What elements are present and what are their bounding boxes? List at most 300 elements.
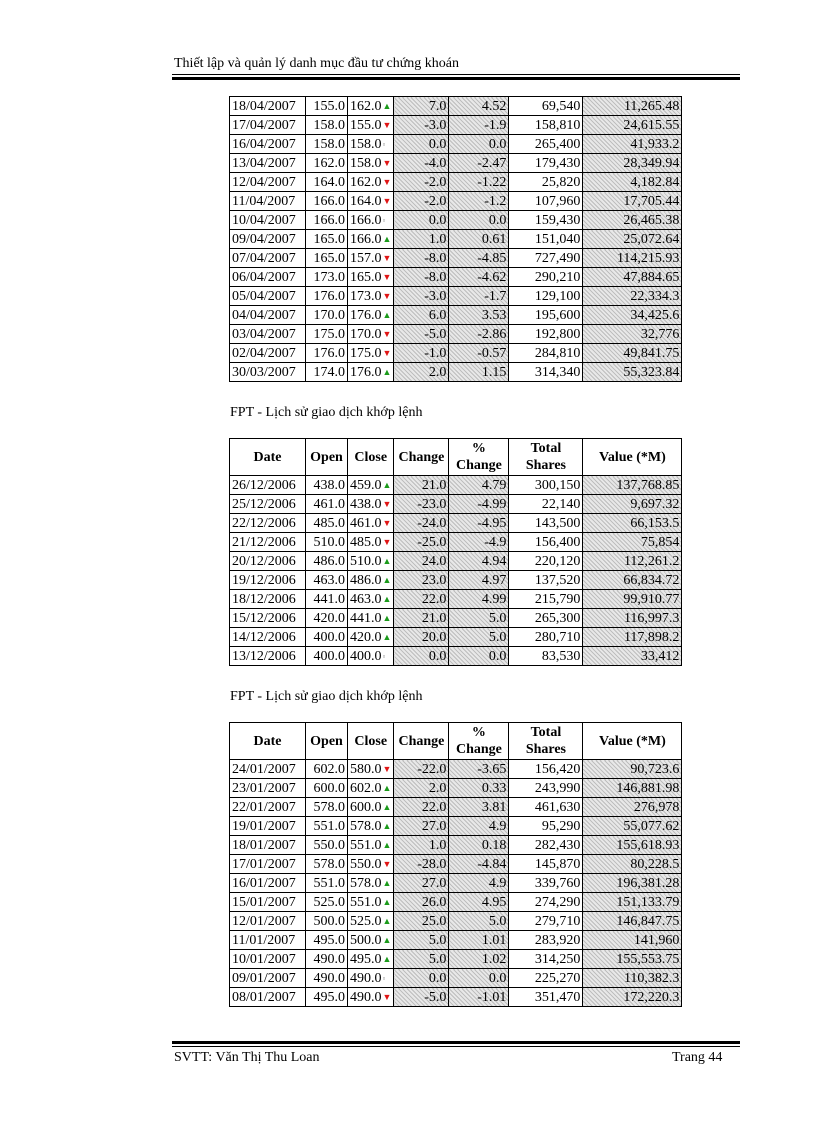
close-cell — [348, 306, 394, 325]
up-arrow-icon: ▲ — [382, 934, 392, 945]
table-row — [230, 476, 682, 495]
close-value: 461.0 — [350, 515, 382, 531]
open-cell: 461.0 — [306, 495, 348, 514]
pct-change-cell: -1.01 — [449, 988, 509, 1007]
open-cell: 400.0 — [306, 628, 348, 647]
close-value: 578.0 — [350, 875, 382, 891]
total-shares-cell: 215,790 — [509, 590, 583, 609]
col-header-value: Value (*M) — [583, 439, 682, 476]
pct-change-cell: -2.86 — [449, 325, 509, 344]
close-value: 165.0 — [350, 269, 382, 285]
value-cell: 33,412 — [583, 647, 682, 666]
price-history-table-december — [229, 438, 682, 666]
table-row — [230, 97, 682, 116]
change-cell: -3.0 — [394, 116, 449, 135]
date-cell: 03/04/2007 — [230, 325, 306, 344]
open-cell: 600.0 — [306, 779, 348, 798]
total-shares-cell: 151,040 — [509, 230, 583, 249]
table-row — [230, 533, 682, 552]
pct-change-cell: -4.9 — [449, 533, 509, 552]
change-cell: 0.0 — [394, 647, 449, 666]
pct-change-cell: -4.99 — [449, 495, 509, 514]
change-cell: -5.0 — [394, 325, 449, 344]
value-cell: 32,776 — [583, 325, 682, 344]
up-arrow-icon: ▲ — [382, 479, 392, 490]
table-caption-december: FPT - Lịch sử giao dịch khớp lệnh — [230, 405, 423, 420]
up-arrow-icon: ▲ — [382, 915, 392, 926]
value-cell: 28,349.94 — [583, 154, 682, 173]
open-cell: 578.0 — [306, 798, 348, 817]
total-shares-cell: 225,270 — [509, 969, 583, 988]
change-cell: -28.0 — [394, 855, 449, 874]
table-row — [230, 855, 682, 874]
col-header-pct-change: % Change — [449, 439, 509, 476]
up-arrow-icon: ▲ — [382, 593, 392, 604]
value-cell: 112,261.2 — [583, 552, 682, 571]
open-cell: 165.0 — [306, 249, 348, 268]
value-cell: 4,182.84 — [583, 173, 682, 192]
close-value: 486.0 — [350, 572, 382, 588]
up-arrow-icon: ▲ — [382, 555, 392, 566]
total-shares-cell: 129,100 — [509, 287, 583, 306]
col-header-close: Close — [348, 723, 394, 760]
date-cell: 19/12/2006 — [230, 571, 306, 590]
date-cell: 10/01/2007 — [230, 950, 306, 969]
close-cell — [348, 817, 394, 836]
pct-change-cell: -3.65 — [449, 760, 509, 779]
change-cell: -5.0 — [394, 988, 449, 1007]
value-cell: 55,077.62 — [583, 817, 682, 836]
col-header-total-shares: Total Shares — [509, 723, 583, 760]
close-cell — [348, 836, 394, 855]
pct-change-cell: 4.94 — [449, 552, 509, 571]
col-header-change: Change — [394, 723, 449, 760]
close-value: 490.0 — [350, 970, 382, 986]
date-cell: 18/01/2007 — [230, 836, 306, 855]
change-cell: 21.0 — [394, 609, 449, 628]
value-cell: 90,723.6 — [583, 760, 682, 779]
date-cell: 11/01/2007 — [230, 931, 306, 950]
table-row — [230, 230, 682, 249]
close-value: 170.0 — [350, 326, 382, 342]
pct-change-cell: 0.0 — [449, 211, 509, 230]
date-cell: 19/01/2007 — [230, 817, 306, 836]
date-cell: 09/01/2007 — [230, 969, 306, 988]
table-row — [230, 211, 682, 230]
table-row — [230, 325, 682, 344]
table-row — [230, 268, 682, 287]
col-header-value: Value (*M) — [583, 723, 682, 760]
value-cell: 117,898.2 — [583, 628, 682, 647]
table-row — [230, 552, 682, 571]
value-cell: 141,960 — [583, 931, 682, 950]
close-cell — [348, 173, 394, 192]
close-value: 485.0 — [350, 534, 382, 550]
pct-change-cell: -1.22 — [449, 173, 509, 192]
close-cell — [348, 476, 394, 495]
table-row — [230, 817, 682, 836]
value-cell: 22,334.3 — [583, 287, 682, 306]
date-cell: 17/01/2007 — [230, 855, 306, 874]
close-value: 155.0 — [350, 117, 382, 133]
total-shares-cell: 279,710 — [509, 912, 583, 931]
value-cell: 66,153.5 — [583, 514, 682, 533]
change-cell: -25.0 — [394, 533, 449, 552]
pct-change-cell: 5.0 — [449, 628, 509, 647]
total-shares-cell: 284,810 — [509, 344, 583, 363]
close-value: 500.0 — [350, 932, 382, 948]
total-shares-cell: 283,920 — [509, 931, 583, 950]
total-shares-cell: 137,520 — [509, 571, 583, 590]
table-row — [230, 154, 682, 173]
date-cell: 18/04/2007 — [230, 97, 306, 116]
value-cell: 146,881.98 — [583, 779, 682, 798]
col-header-open: Open — [306, 723, 348, 760]
pct-change-cell: 4.52 — [449, 97, 509, 116]
close-value: 551.0 — [350, 837, 382, 853]
total-shares-cell: 339,760 — [509, 874, 583, 893]
table-row — [230, 647, 682, 666]
table-row — [230, 495, 682, 514]
total-shares-cell: 351,470 — [509, 988, 583, 1007]
down-arrow-icon: ▼ — [382, 858, 392, 869]
close-cell — [348, 874, 394, 893]
open-cell: 158.0 — [306, 116, 348, 135]
footer-author: SVTT: Văn Thị Thu Loan — [174, 1050, 320, 1065]
no-change-icon: ▫ — [382, 651, 386, 661]
date-cell: 06/04/2007 — [230, 268, 306, 287]
close-cell — [348, 647, 394, 666]
open-cell: 400.0 — [306, 647, 348, 666]
table-row — [230, 514, 682, 533]
price-history-table-april — [229, 96, 682, 382]
close-cell — [348, 552, 394, 571]
close-cell — [348, 533, 394, 552]
table-header — [230, 723, 682, 760]
close-value: 441.0 — [350, 610, 382, 626]
total-shares-cell: 195,600 — [509, 306, 583, 325]
down-arrow-icon: ▼ — [382, 119, 392, 130]
open-cell: 490.0 — [306, 969, 348, 988]
close-value: 173.0 — [350, 288, 382, 304]
change-cell: 22.0 — [394, 590, 449, 609]
table-row — [230, 571, 682, 590]
pct-change-cell: -4.95 — [449, 514, 509, 533]
close-value: 420.0 — [350, 629, 382, 645]
close-cell — [348, 495, 394, 514]
close-cell — [348, 135, 394, 154]
pct-change-cell: 3.53 — [449, 306, 509, 325]
open-cell: 170.0 — [306, 306, 348, 325]
table-row — [230, 135, 682, 154]
change-cell: 0.0 — [394, 135, 449, 154]
table-body — [230, 760, 682, 1007]
up-arrow-icon: ▲ — [382, 233, 392, 244]
table-row — [230, 590, 682, 609]
total-shares-cell: 314,250 — [509, 950, 583, 969]
pct-change-cell: 5.0 — [449, 609, 509, 628]
change-cell: 27.0 — [394, 874, 449, 893]
close-value: 459.0 — [350, 477, 382, 493]
col-header-open: Open — [306, 439, 348, 476]
change-cell: 1.0 — [394, 836, 449, 855]
date-cell: 10/04/2007 — [230, 211, 306, 230]
change-cell: 0.0 — [394, 969, 449, 988]
table-row — [230, 779, 682, 798]
pct-change-cell: -4.84 — [449, 855, 509, 874]
total-shares-cell: 143,500 — [509, 514, 583, 533]
pct-change-cell: 3.81 — [449, 798, 509, 817]
close-value: 525.0 — [350, 913, 382, 929]
up-arrow-icon: ▲ — [382, 366, 392, 377]
close-value: 176.0 — [350, 307, 382, 323]
date-cell: 22/01/2007 — [230, 798, 306, 817]
close-value: 164.0 — [350, 193, 382, 209]
table-row — [230, 306, 682, 325]
total-shares-cell: 156,400 — [509, 533, 583, 552]
pct-change-cell: 5.0 — [449, 912, 509, 931]
pct-change-cell: -2.47 — [449, 154, 509, 173]
date-cell: 17/04/2007 — [230, 116, 306, 135]
value-cell: 114,215.93 — [583, 249, 682, 268]
value-cell: 80,228.5 — [583, 855, 682, 874]
open-cell: 486.0 — [306, 552, 348, 571]
down-arrow-icon: ▼ — [382, 252, 392, 263]
change-cell: 25.0 — [394, 912, 449, 931]
date-cell: 12/01/2007 — [230, 912, 306, 931]
total-shares-cell: 243,990 — [509, 779, 583, 798]
value-cell: 11,265.48 — [583, 97, 682, 116]
open-cell: 463.0 — [306, 571, 348, 590]
date-cell: 11/04/2007 — [230, 192, 306, 211]
value-cell: 99,910.77 — [583, 590, 682, 609]
open-cell: 578.0 — [306, 855, 348, 874]
pct-change-cell: 0.33 — [449, 779, 509, 798]
close-cell — [348, 893, 394, 912]
total-shares-cell: 192,800 — [509, 325, 583, 344]
open-cell: 155.0 — [306, 97, 348, 116]
down-arrow-icon: ▼ — [382, 157, 392, 168]
pct-change-cell: 4.9 — [449, 817, 509, 836]
change-cell: 6.0 — [394, 306, 449, 325]
value-cell: 276,978 — [583, 798, 682, 817]
close-value: 166.0 — [350, 231, 382, 247]
value-cell: 110,382.3 — [583, 969, 682, 988]
close-value: 162.0 — [350, 98, 382, 114]
date-cell: 15/01/2007 — [230, 893, 306, 912]
up-arrow-icon: ▲ — [382, 820, 392, 831]
close-cell — [348, 363, 394, 382]
open-cell: 441.0 — [306, 590, 348, 609]
date-cell: 05/04/2007 — [230, 287, 306, 306]
up-arrow-icon: ▲ — [382, 782, 392, 793]
footer-rule-thick — [172, 1041, 740, 1044]
date-cell: 13/04/2007 — [230, 154, 306, 173]
close-value: 157.0 — [350, 250, 382, 266]
close-cell — [348, 798, 394, 817]
close-value: 580.0 — [350, 761, 382, 777]
total-shares-cell: 280,710 — [509, 628, 583, 647]
date-cell: 07/04/2007 — [230, 249, 306, 268]
value-cell: 49,841.75 — [583, 344, 682, 363]
change-cell: -23.0 — [394, 495, 449, 514]
value-cell: 116,997.3 — [583, 609, 682, 628]
date-cell: 16/04/2007 — [230, 135, 306, 154]
up-arrow-icon: ▲ — [382, 631, 392, 642]
col-header-date: Date — [230, 723, 306, 760]
close-cell — [348, 590, 394, 609]
change-cell: 21.0 — [394, 476, 449, 495]
down-arrow-icon: ▼ — [382, 290, 392, 301]
date-cell: 08/01/2007 — [230, 988, 306, 1007]
open-cell: 173.0 — [306, 268, 348, 287]
pct-change-cell: -1.9 — [449, 116, 509, 135]
table-row — [230, 893, 682, 912]
header-rule-thin — [172, 74, 740, 75]
close-value: 602.0 — [350, 780, 382, 796]
open-cell: 158.0 — [306, 135, 348, 154]
value-cell: 75,854 — [583, 533, 682, 552]
pct-change-cell: 1.01 — [449, 931, 509, 950]
down-arrow-icon: ▼ — [382, 347, 392, 358]
total-shares-cell: 95,290 — [509, 817, 583, 836]
table-row — [230, 950, 682, 969]
change-cell: 2.0 — [394, 363, 449, 382]
pct-change-cell: -4.62 — [449, 268, 509, 287]
close-cell — [348, 988, 394, 1007]
value-cell: 196,381.28 — [583, 874, 682, 893]
total-shares-cell: 265,300 — [509, 609, 583, 628]
open-cell: 438.0 — [306, 476, 348, 495]
total-shares-cell: 156,420 — [509, 760, 583, 779]
up-arrow-icon: ▲ — [382, 574, 392, 585]
close-cell — [348, 969, 394, 988]
date-cell: 14/12/2006 — [230, 628, 306, 647]
up-arrow-icon: ▲ — [382, 309, 392, 320]
value-cell: 146,847.75 — [583, 912, 682, 931]
down-arrow-icon: ▼ — [382, 763, 392, 774]
open-cell: 485.0 — [306, 514, 348, 533]
pct-change-cell: 4.97 — [449, 571, 509, 590]
change-cell: -3.0 — [394, 287, 449, 306]
close-value: 551.0 — [350, 894, 382, 910]
value-cell: 25,072.64 — [583, 230, 682, 249]
date-cell: 09/04/2007 — [230, 230, 306, 249]
table-header — [230, 439, 682, 476]
table-caption-january: FPT - Lịch sử giao dịch khớp lệnh — [230, 689, 423, 704]
table-body — [230, 476, 682, 666]
open-cell: 174.0 — [306, 363, 348, 382]
footer-rule-thin — [172, 1046, 740, 1047]
open-cell: 490.0 — [306, 950, 348, 969]
close-cell — [348, 628, 394, 647]
down-arrow-icon: ▼ — [382, 195, 392, 206]
no-change-icon: ▫ — [382, 215, 386, 225]
open-cell: 175.0 — [306, 325, 348, 344]
change-cell: 2.0 — [394, 779, 449, 798]
value-cell: 17,705.44 — [583, 192, 682, 211]
value-cell: 155,553.75 — [583, 950, 682, 969]
change-cell: 24.0 — [394, 552, 449, 571]
pct-change-cell: 0.18 — [449, 836, 509, 855]
table-row — [230, 192, 682, 211]
total-shares-cell: 727,490 — [509, 249, 583, 268]
total-shares-cell: 461,630 — [509, 798, 583, 817]
date-cell: 21/12/2006 — [230, 533, 306, 552]
pct-change-cell: 4.99 — [449, 590, 509, 609]
value-cell: 24,615.55 — [583, 116, 682, 135]
pct-change-cell: 1.02 — [449, 950, 509, 969]
date-cell: 15/12/2006 — [230, 609, 306, 628]
table-row — [230, 874, 682, 893]
total-shares-cell: 314,340 — [509, 363, 583, 382]
open-cell: 551.0 — [306, 874, 348, 893]
value-cell: 47,884.65 — [583, 268, 682, 287]
table-row — [230, 363, 682, 382]
no-change-icon: ▫ — [382, 139, 386, 149]
close-cell — [348, 154, 394, 173]
header-row — [230, 439, 682, 476]
table-row — [230, 931, 682, 950]
table-row — [230, 249, 682, 268]
value-cell: 155,618.93 — [583, 836, 682, 855]
down-arrow-icon: ▼ — [382, 328, 392, 339]
table-row — [230, 287, 682, 306]
change-cell: -2.0 — [394, 173, 449, 192]
value-cell: 172,220.3 — [583, 988, 682, 1007]
change-cell: -1.0 — [394, 344, 449, 363]
change-cell: 1.0 — [394, 230, 449, 249]
value-cell: 41,933.2 — [583, 135, 682, 154]
close-cell — [348, 950, 394, 969]
total-shares-cell: 107,960 — [509, 192, 583, 211]
change-cell: 27.0 — [394, 817, 449, 836]
close-value: 550.0 — [350, 856, 382, 872]
table-row — [230, 116, 682, 135]
close-value: 600.0 — [350, 799, 382, 815]
up-arrow-icon: ▲ — [382, 801, 392, 812]
pct-change-cell: -1.2 — [449, 192, 509, 211]
col-header-close: Close — [348, 439, 394, 476]
down-arrow-icon: ▼ — [382, 271, 392, 282]
total-shares-cell: 220,120 — [509, 552, 583, 571]
value-cell: 151,133.79 — [583, 893, 682, 912]
open-cell: 602.0 — [306, 760, 348, 779]
change-cell: -8.0 — [394, 268, 449, 287]
close-cell — [348, 116, 394, 135]
date-cell: 26/12/2006 — [230, 476, 306, 495]
pct-change-cell: -1.7 — [449, 287, 509, 306]
total-shares-cell: 25,820 — [509, 173, 583, 192]
up-arrow-icon: ▲ — [382, 896, 392, 907]
date-cell: 20/12/2006 — [230, 552, 306, 571]
open-cell: 176.0 — [306, 344, 348, 363]
close-cell — [348, 211, 394, 230]
table-row — [230, 798, 682, 817]
close-value: 162.0 — [350, 174, 382, 190]
close-cell — [348, 97, 394, 116]
table-row — [230, 173, 682, 192]
value-cell: 66,834.72 — [583, 571, 682, 590]
close-cell — [348, 571, 394, 590]
close-value: 158.0 — [350, 155, 382, 171]
table-body — [230, 97, 682, 382]
price-history-table-january — [229, 722, 682, 1007]
value-cell: 9,697.32 — [583, 495, 682, 514]
close-value: 166.0 — [350, 212, 382, 228]
total-shares-cell: 159,430 — [509, 211, 583, 230]
down-arrow-icon: ▼ — [382, 536, 392, 547]
